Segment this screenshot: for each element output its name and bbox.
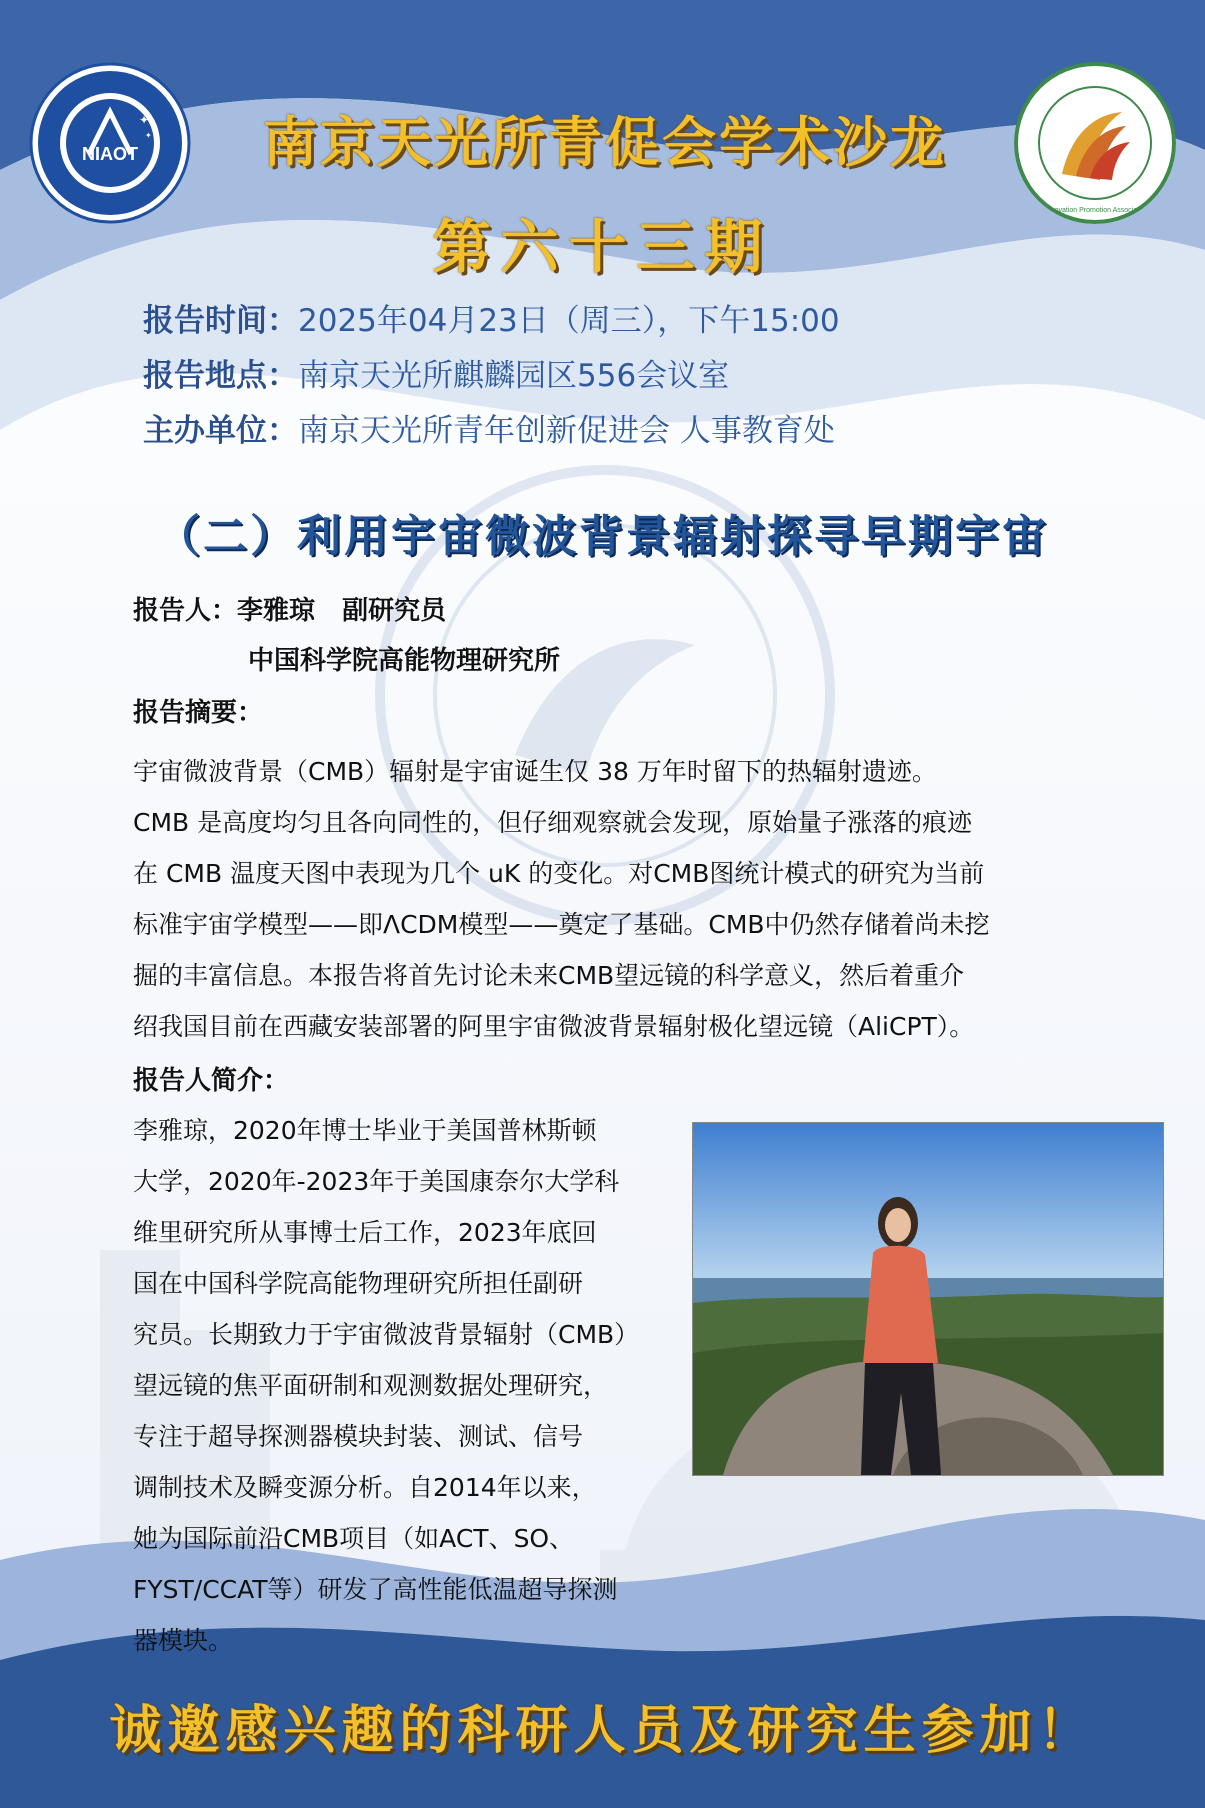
info-host-value: 南京天光所青年创新促进会 人事教育处	[298, 413, 835, 449]
info-time-value: 2025年04月23日（周三），下午15:00	[298, 303, 840, 339]
bio-body	[133, 1105, 688, 1666]
info-host	[143, 405, 835, 450]
abstract-line: CMB 是高度均匀且各向同性的，但仔细观察就会发现，原始量子涨落的痕迹	[133, 808, 973, 837]
salon-title: 南京天光所青促会学术沙龙	[263, 110, 947, 174]
bio-line: 调制技术及瞬变源分析。自2014年以来，	[133, 1473, 597, 1502]
bio-line: 大学，2020年-2023年于美国康奈尔大学科	[133, 1167, 620, 1196]
youth-logo-text: Youth Innovation Promotion Association CAS	[1025, 207, 1165, 214]
info-place	[143, 350, 729, 395]
issue-number: 第六十三期	[432, 213, 773, 281]
talk-title: （二）利用宇宙微波背景辐射探寻早期宇宙	[156, 511, 1049, 562]
bio-line: FYST/CCAT等）研发了高性能低温超导探测	[133, 1575, 618, 1604]
abstract-heading: 报告摘要：	[133, 698, 264, 728]
info-host-label: 主办单位：	[143, 413, 298, 449]
info-time	[143, 295, 840, 340]
bio-line: 望远镜的焦平面研制和观测数据处理研究，	[133, 1371, 609, 1400]
bio-line: 器模块。	[133, 1626, 234, 1655]
abstract-line: 绍我国目前在西藏安装部署的阿里宇宙微波背景辐射极化望远镜（AliCPT）。	[133, 1012, 975, 1041]
bio-line: 究员。长期致力于宇宙微波背景辐射（CMB）	[133, 1320, 640, 1349]
bio-line: 维里研究所从事博士后工作，2023年底回	[133, 1218, 597, 1247]
info-time-label: 报告时间：	[143, 303, 298, 339]
bio-line: 专注于超导探测器模块封装、测试、信号	[133, 1422, 584, 1451]
info-place-value: 南京天光所麒麟园区556会议室	[298, 358, 730, 394]
speaker-photo	[692, 1122, 1164, 1476]
abstract-line: 在 CMB 温度天图中表现为几个 uK 的变化。对CMB图统计模式的研究为当前	[133, 859, 985, 888]
niaot-logo-text: NIAOT	[82, 144, 138, 164]
abstract-body	[133, 746, 1093, 1052]
bio-line: 国在中国科学院高能物理研究所担任副研	[133, 1269, 584, 1298]
invitation-footer: 诚邀感兴趣的科研人员及研究生参加！	[109, 1700, 1096, 1761]
bio-line: 她为国际前沿CMB项目（如ACT、SO、	[133, 1524, 575, 1553]
info-place-label: 报告地点：	[143, 358, 298, 394]
abstract-line: 宇宙微波背景（CMB）辐射是宇宙诞生仅 38 万年时留下的热辐射遗迹。	[133, 757, 937, 786]
bio-heading: 报告人简介：	[133, 1066, 290, 1096]
speaker-affiliation: 中国科学院高能物理研究所	[248, 646, 561, 676]
svg-text:✦: ✦	[139, 113, 150, 127]
abstract-line: 掘的丰富信息。本报告将首先讨论未来CMB望远镜的科学意义，然后着重介	[133, 961, 965, 990]
bio-line: 李雅琼，2020年博士毕业于美国普林斯顿	[133, 1116, 597, 1145]
svg-text:✦: ✦	[145, 131, 152, 140]
abstract-line: 标准宇宙学模型——即ΛCDM模型——奠定了基础。CMB中仍然存储着尚未挖	[133, 910, 990, 939]
speaker-line: 报告人：李雅琼 副研究员	[133, 596, 447, 626]
